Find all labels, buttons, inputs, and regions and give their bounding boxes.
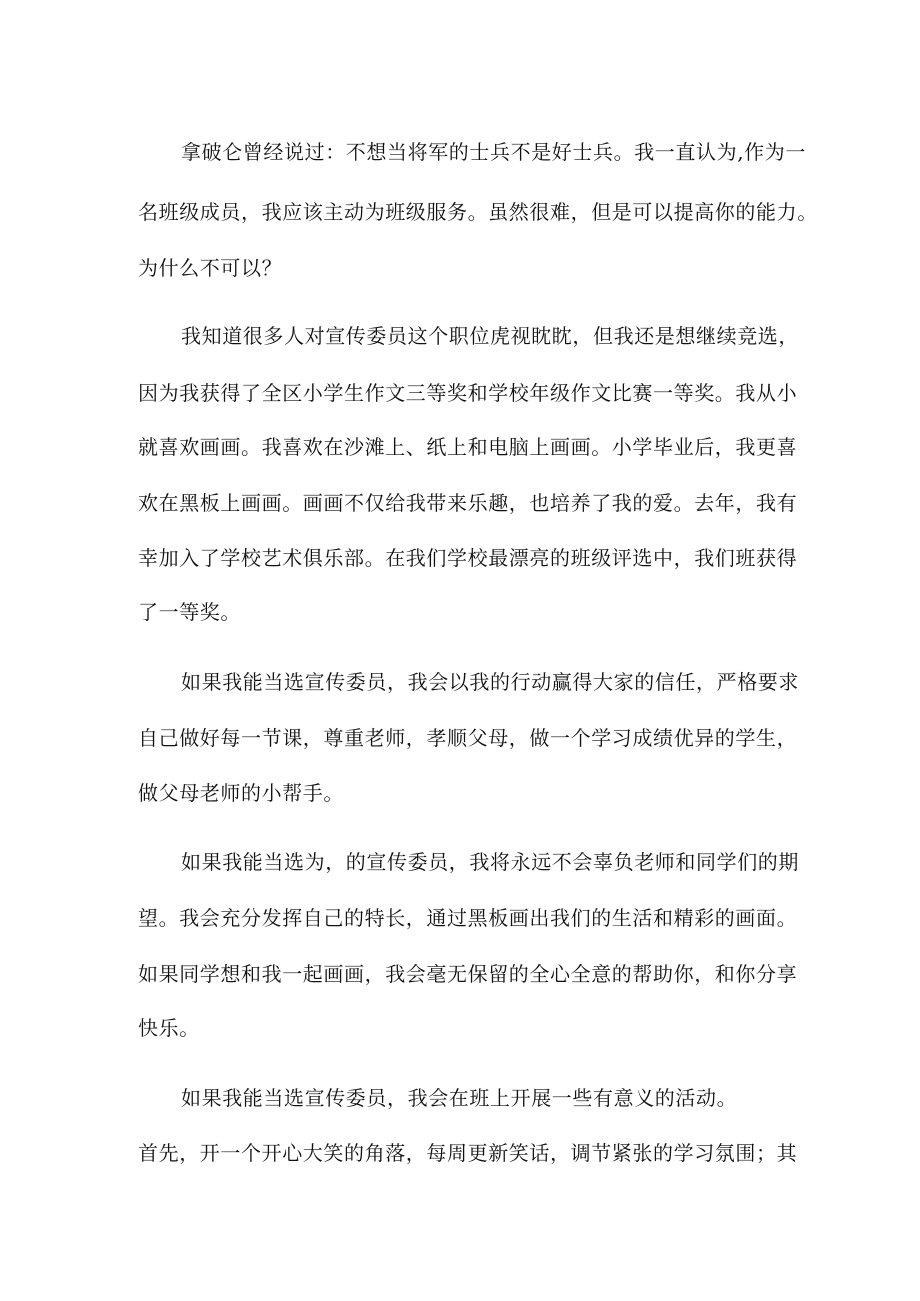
text-line: 就喜欢画画。我喜欢在沙滩上、纸上和电脑上画画。小学毕业后，我更喜 bbox=[138, 435, 798, 459]
text-line: 我知道很多人对宣传委员这个职位虎视眈眈，但我还是想继续竞选， bbox=[181, 324, 799, 348]
text-line: 因为我获得了全区小学生作文三等奖和学校年级作文比赛一等奖。我从小 bbox=[138, 381, 798, 405]
text-line: 幸加入了学校艺术俱乐部。在我们学校最漂亮的班级评选中，我们班获得 bbox=[138, 546, 798, 570]
text-line: 拿破仑曾经说过：不想当将军的士兵不是好士兵。我一直认为,作为一 bbox=[181, 140, 806, 164]
text-line: 望。我会充分发挥自己的特长，通过黑板画出我们的生活和精彩的画面。 bbox=[138, 906, 798, 930]
text-line: 欢在黑板上画画。画画不仅给我带来乐趣，也培养了我的爱。去年，我有 bbox=[138, 491, 798, 515]
text-line: 名班级成员，我应该主动为班级服务。虽然很难，但是可以提高你的能力。 bbox=[138, 200, 818, 224]
text-line: 了一等奖。 bbox=[138, 600, 241, 624]
text-line: 如果我能当选宣传委员，我会以我的行动赢得大家的信任，严格要求 bbox=[181, 670, 799, 694]
text-line: 如果我能当选宣传委员，我会在班上开展一些有意义的活动。 bbox=[181, 1086, 738, 1110]
text-line: 首先，开一个开心大笑的角落，每周更新笑话，调节紧张的学习氛围；其 bbox=[138, 1141, 798, 1165]
text-line: 快乐。 bbox=[138, 1016, 200, 1040]
text-line: 为什么不可以？ bbox=[138, 256, 283, 280]
text-line: 如果同学想和我一起画画，我会毫无保留的全心全意的帮助你，和你分享 bbox=[138, 962, 798, 986]
text-line: 做父母老师的小帮手。 bbox=[138, 781, 344, 805]
text-line: 如果我能当选为，的宣传委员，我将永远不会辜负老师和同学们的期 bbox=[181, 850, 799, 874]
text-line: 自己做好每一节课，尊重老师，孝顺父母，做一个学习成绩优异的学生， bbox=[138, 726, 798, 750]
